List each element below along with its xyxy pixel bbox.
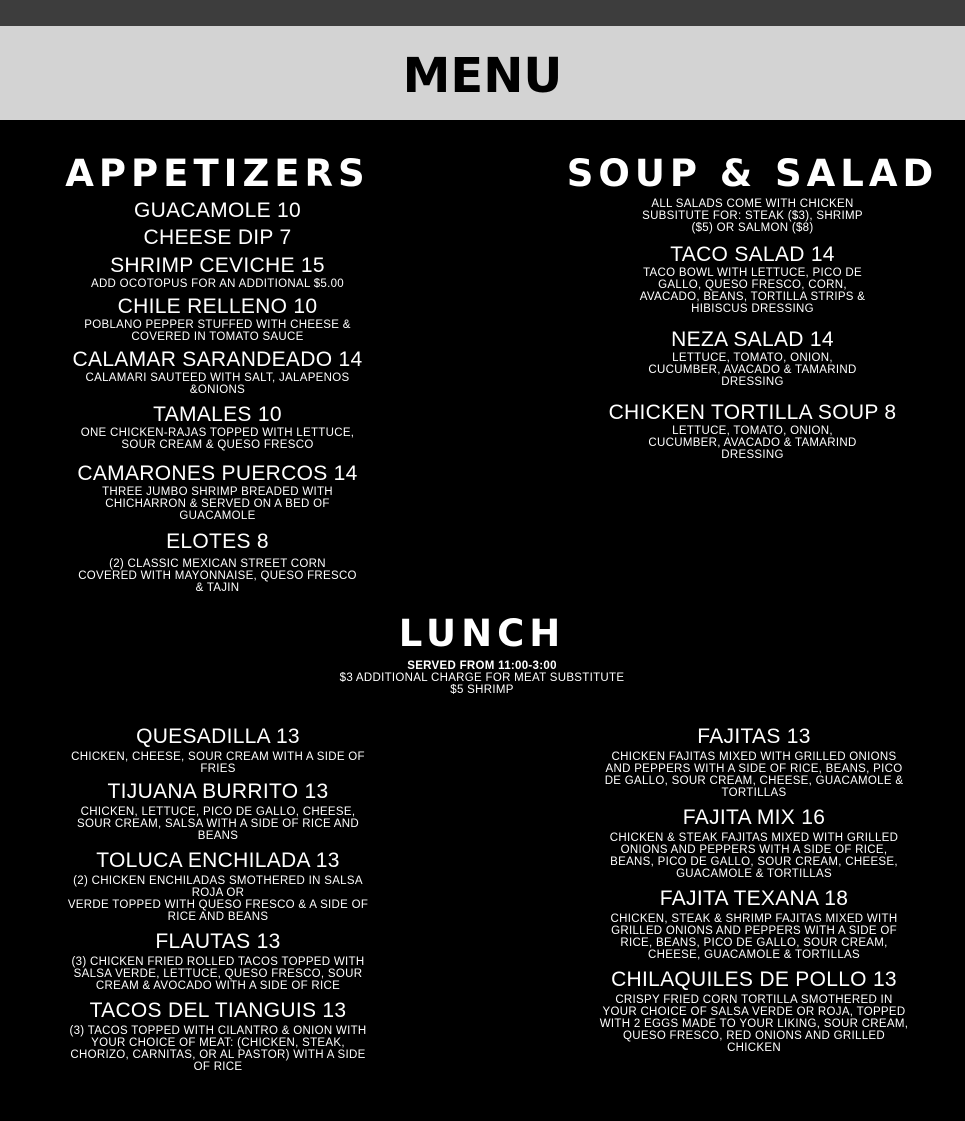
appetizer-item: [40, 402, 395, 451]
appetizer-item: [40, 294, 395, 343]
item-name: SHRIMP CEVICHE 15: [110, 254, 325, 277]
salad-item: [560, 242, 945, 315]
item-description: (2) CLASSIC MEXICAN STREET CORN COVERED WITH MAYONNAISE, QUESO FRESCO & TAJIN: [78, 558, 357, 594]
soup-salad-section: [560, 152, 945, 461]
salad-item: [560, 327, 945, 388]
item-name: NEZA SALAD 14: [671, 328, 834, 351]
lunch-title: LUNCH: [398, 612, 566, 655]
item-description: CHICKEN FAJITAS MIXED WITH GRILLED ONIONS AND PEPPERS WITH A SIDE OF RICE, BEANS, PICO DE GALLO, SOUR CREAM, CHEESE, GUACAMOLE & TORTILLAS: [604, 751, 904, 799]
appetizer-item: [40, 225, 395, 250]
lunch-item: [62, 848, 374, 923]
lunch-header: [282, 612, 682, 696]
item-name: CHILE RELLENO 10: [117, 295, 318, 318]
appetizer-item: [40, 461, 395, 522]
item-description: CALAMARI SAUTEED WITH SALT, JALAPENOS &ONIONS: [85, 372, 350, 396]
item-name: TOLUCA ENCHILADA 13: [96, 849, 340, 872]
item-name: CHICKEN TORTILLA SOUP 8: [608, 401, 897, 424]
item-name: QUESADILLA 13: [136, 725, 300, 748]
lunch-served-time: SERVED FROM 11:00-3:00: [407, 660, 557, 672]
lunch-right-column: [598, 724, 910, 1054]
item-name: CAMARONES PUERCOS 14: [77, 462, 358, 485]
item-description: (3) CHICKEN FRIED ROLLED TACOS TOPPED WITH SALSA VERDE, LETTUCE, QUESO FRESCO, SOUR CREAM & AVOCADO WITH A SIDE OF RICE: [71, 956, 365, 992]
item-description: (3) TACOS TOPPED WITH CILANTRO & ONION WITH YOUR CHOICE OF MEAT: (CHICKEN, STEAK, CHORIZO, CARNITAS, OR AL PASTOR) WITH A SIDE OF RICE: [69, 1025, 367, 1073]
item-description: ADD OCOTOPUS FOR AN ADDITIONAL $5.00: [90, 278, 344, 290]
item-description: ONE CHICKEN-RAJAS TOPPED WITH LETTUCE, SOUR CREAM & QUESO FRESCO: [80, 427, 355, 451]
lunch-item: [598, 724, 910, 799]
item-name: TACOS DEL TIANGUIS 13: [89, 999, 347, 1022]
lunch-shrimp-charge: $5 SHRIMP: [450, 684, 514, 696]
item-name: CHILAQUILES DE POLLO 13: [611, 968, 897, 991]
item-description: POBLANO PEPPER STUFFED WITH CHEESE & COVERED IN TOMATO SAUCE: [84, 319, 351, 343]
item-description: LETTUCE, TOMATO, ONION, CUCUMBER, AVACADO & TAMARIND DRESSING: [648, 352, 857, 388]
lunch-item: [598, 886, 910, 961]
lunch-item: [62, 724, 374, 775]
salad-note: ALL SALADS COME WITH CHICKEN SUBSITUTE FOR: STEAK ($3), SHRIMP ($5) OR SALMON ($8): [642, 198, 863, 234]
lunch-item: [62, 998, 374, 1073]
item-description: CHICKEN, CHEESE, SOUR CREAM WITH A SIDE OF FRIES: [71, 751, 365, 775]
item-name: TACO SALAD 14: [670, 243, 835, 266]
item-description: (2) CHICKEN ENCHILADAS SMOTHERED IN SALSA ROJA OR: [73, 875, 363, 899]
top-bar: [0, 0, 965, 26]
menu-title: MENU: [402, 48, 563, 104]
item-description: CHICKEN & STEAK FAJITAS MIXED WITH GRILLED ONIONS AND PEPPERS WITH A SIDE OF RICE, BEANS, PICO DE GALLO, SOUR CREAM, CHEESE, GUACAMOLE & TORTILLAS: [609, 832, 899, 880]
item-description: CRISPY FRIED CORN TORTILLA SMOTHERED IN YOUR CHOICE OF SALSA VERDE OR ROJA, TOPPED WITH 2 EGGS MADE TO YOUR LIKING, SOUR CREAM, QUESO FRESCO, RED ONIONS AND GRILLED CHICKEN: [599, 994, 909, 1054]
item-name: FAJITA MIX 16: [682, 806, 826, 829]
appetizer-item: [40, 253, 395, 290]
lunch-left-column: [62, 724, 374, 1073]
item-description: CHICKEN, LETTUCE, PICO DE GALLO, CHEESE, SOUR CREAM, SALSA WITH A SIDE OF RICE AND BEANS: [77, 806, 359, 842]
appetizer-item: [40, 529, 395, 594]
soup-salad-title: SOUP & SALAD: [566, 152, 939, 195]
lunch-item: [62, 929, 374, 992]
item-description: THREE JUMBO SHRIMP BREADED WITH CHICHARRON & SERVED ON A BED OF GUACAMOLE: [102, 486, 333, 522]
item-name: CHEESE DIP 7: [143, 226, 292, 249]
lunch-item: [598, 967, 910, 1054]
item-name: FLAUTAS 13: [155, 930, 281, 953]
item-description: LETTUCE, TOMATO, ONION, CUCUMBER, AVACADO & TAMARIND DRESSING: [648, 425, 857, 461]
item-name: GUACAMOLE 10: [134, 199, 301, 222]
item-name: TAMALES 10: [153, 403, 282, 426]
appetizers-section: [40, 152, 395, 594]
item-name: FAJITAS 13: [697, 725, 811, 748]
item-name: TIJUANA BURRITO 13: [107, 780, 329, 803]
appetizers-title: APPETIZERS: [65, 152, 370, 195]
item-name: ELOTES 8: [166, 530, 269, 553]
item-description: CHICKEN, STEAK & SHRIMP FAJITAS MIXED WITH GRILLED ONIONS AND PEPPERS WITH A SIDE OF RICE, BEANS, PICO DE GALLO, SOUR CREAM, CHEESE, GUACAMOLE & TORTILLAS: [610, 913, 898, 961]
item-name: FAJITA TEXANA 18: [659, 887, 849, 910]
item-description: VERDE TOPPED WITH QUESO FRESCO & A SIDE OF RICE AND BEANS: [67, 899, 369, 923]
appetizer-item: [40, 347, 395, 396]
item-description: TACO BOWL WITH LETTUCE, PICO DE GALLO, QUESO FRESCO, CORN, AVACADO, BEANS, TORTILLA STRIPS & HIBISCUS DRESSING: [639, 267, 866, 315]
item-name: CALAMAR SARANDEADO 14: [72, 348, 363, 371]
lunch-meat-charge: $3 ADDITIONAL CHARGE FOR MEAT SUBSTITUTE: [339, 672, 625, 684]
appetizer-item: [40, 198, 395, 223]
lunch-item: [62, 779, 374, 842]
menu-banner: [0, 26, 965, 120]
lunch-item: [598, 805, 910, 880]
soup-item: [560, 400, 945, 461]
